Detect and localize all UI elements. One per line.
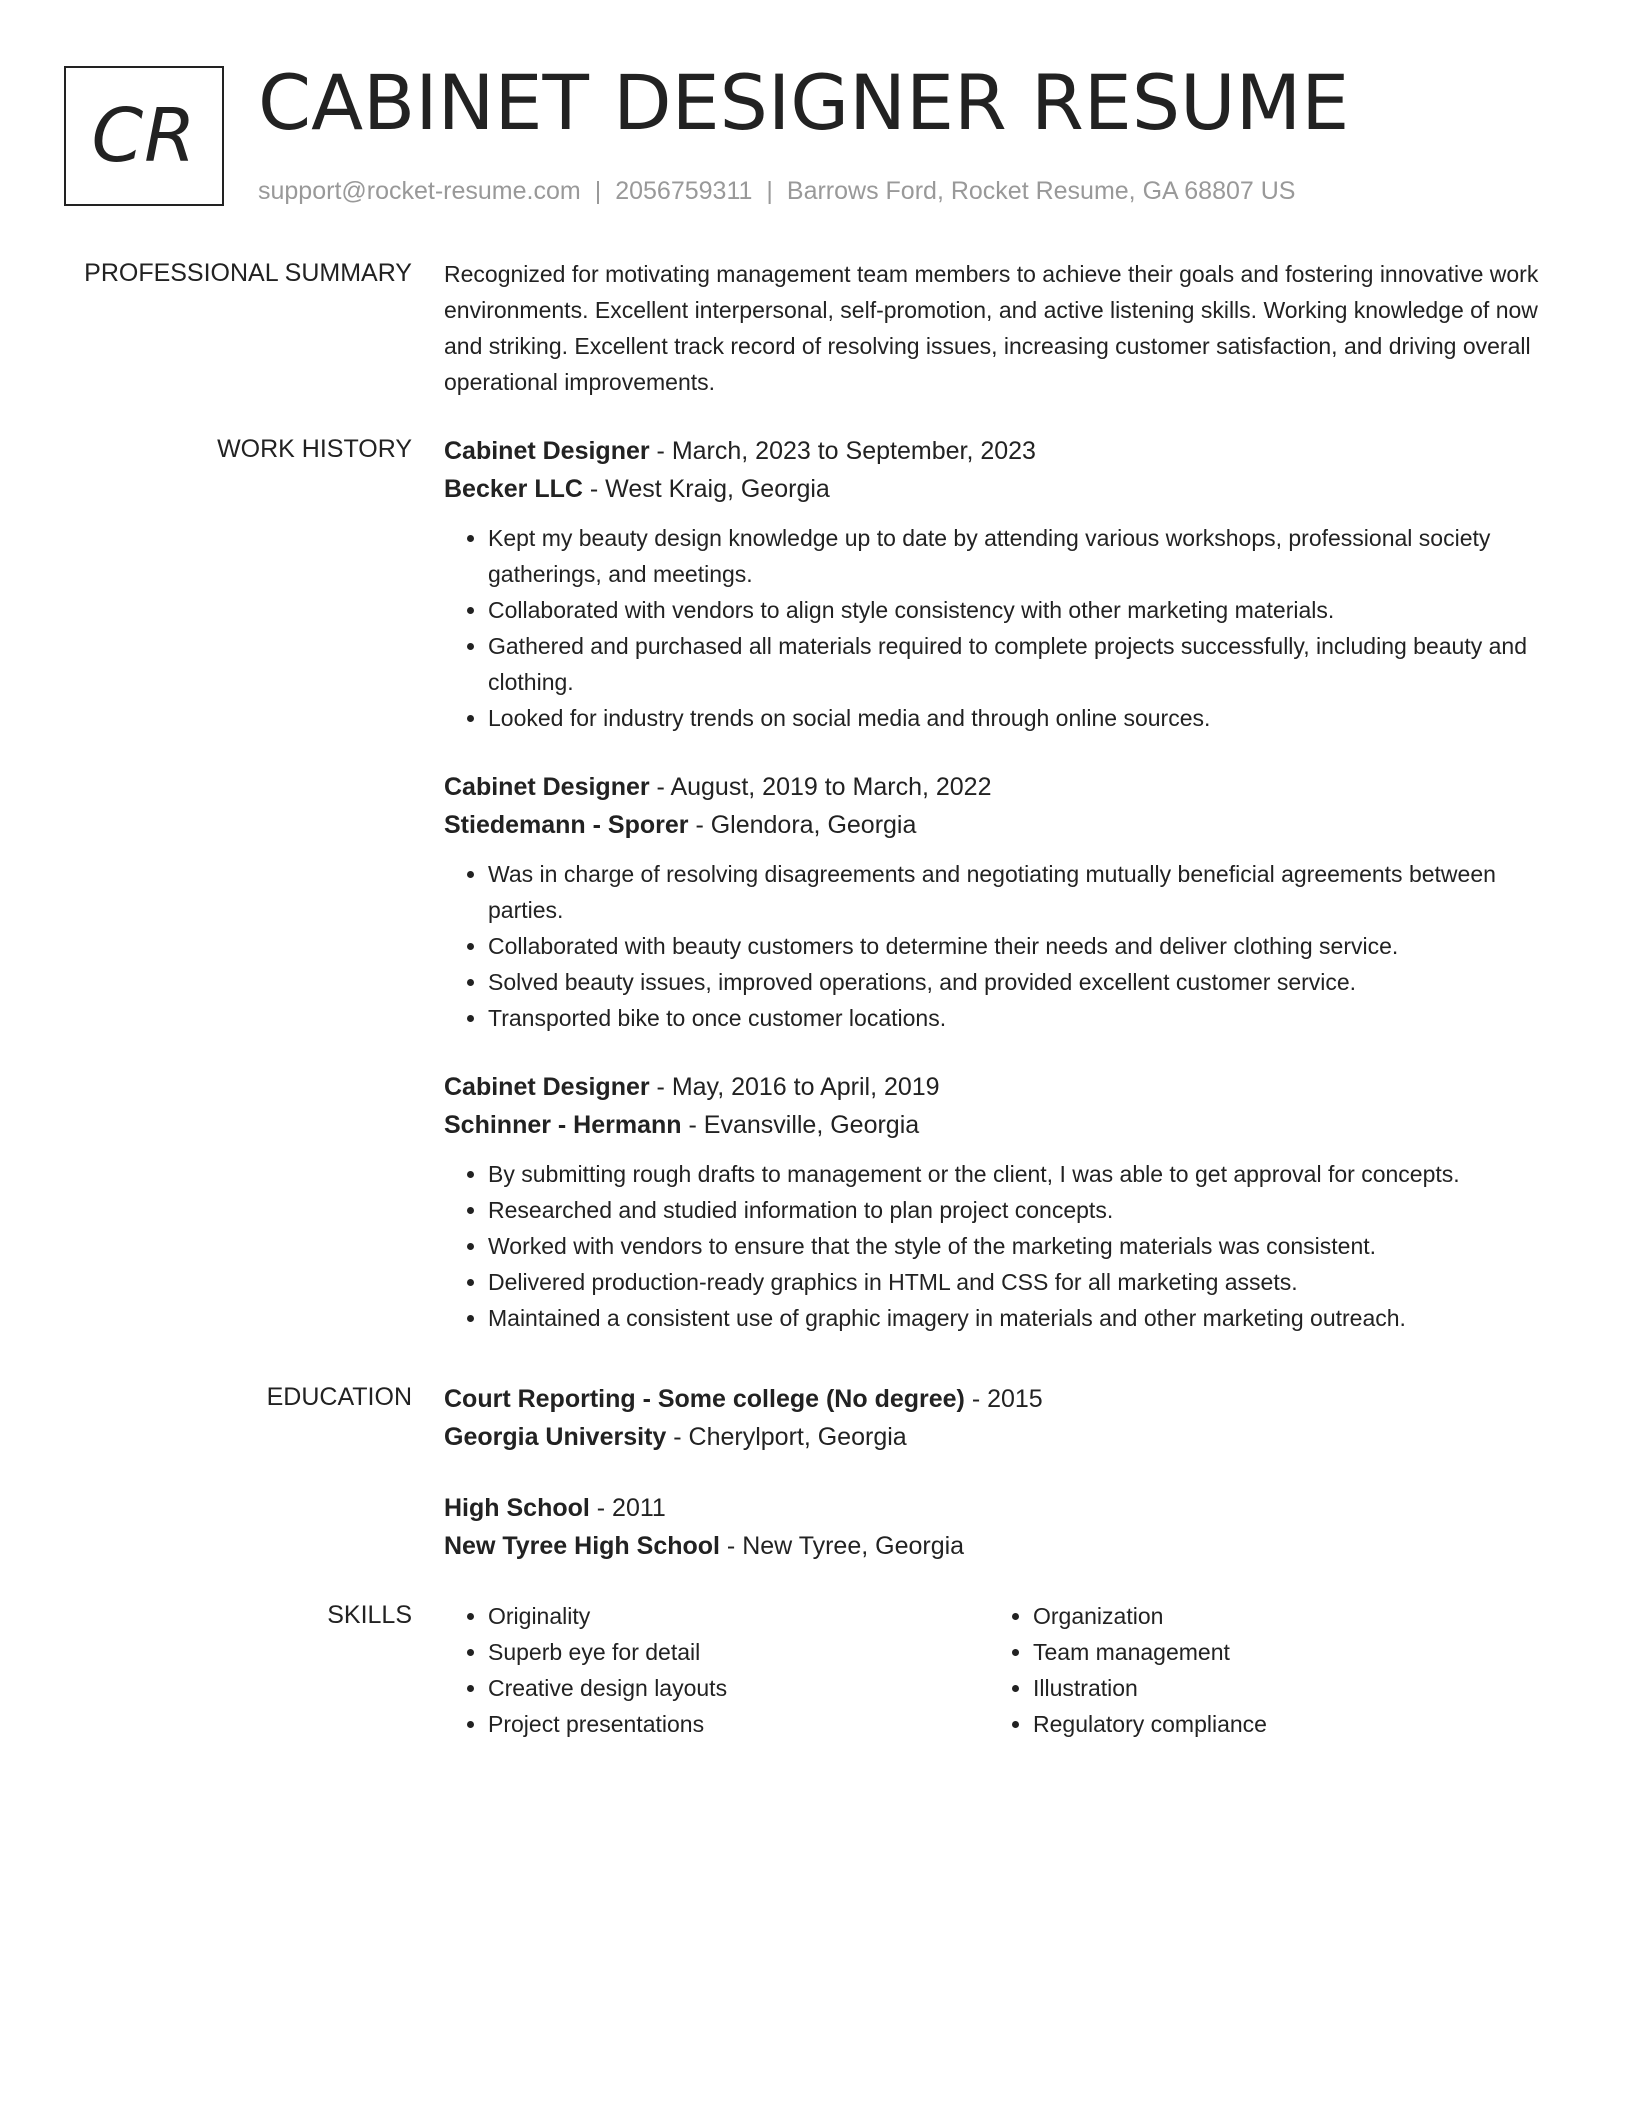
- skills-list: [444, 1598, 989, 1742]
- skills-column-left: [444, 1598, 989, 1742]
- job-entry: [444, 768, 1544, 1036]
- list-item: • Team management: [1033, 1634, 1534, 1670]
- list-item: • Was in charge of resolving disagreements and negotiating mutually beneficial agreements between parties.: [488, 856, 1544, 928]
- list-item: • Collaborated with vendors to align style consistency with other marketing materials.: [488, 592, 1544, 628]
- job-company: Stiedemann - Sporer: [444, 811, 689, 839]
- list-item: • Gathered and purchased all materials required to complete projects successfully, including beauty and clothing.: [488, 628, 1544, 700]
- contact-address: Barrows Ford, Rocket Resume, GA 68807 US: [786, 177, 1296, 205]
- job-company-line: [444, 470, 1544, 508]
- education-body: [444, 1380, 1544, 1598]
- list-item: • Creative design layouts: [488, 1670, 989, 1706]
- job-company: Becker LLC: [444, 475, 583, 503]
- list-item: • Organization: [1033, 1598, 1534, 1634]
- list-item: • Superb eye for detail: [488, 1634, 989, 1670]
- job-title: Cabinet Designer: [444, 1073, 650, 1101]
- list-item: • Maintained a consistent use of graphic imagery in materials and other marketing outreach.: [488, 1300, 1544, 1336]
- job-title-line: [444, 1068, 1544, 1106]
- job-location: - West Kraig, Georgia: [582, 475, 830, 503]
- job-dates: - March, 2023 to September, 2023: [649, 437, 1036, 465]
- job-title: Cabinet Designer: [444, 437, 650, 465]
- list-item: • Regulatory compliance: [1033, 1706, 1534, 1742]
- education-degree: High School: [444, 1494, 590, 1522]
- education-degree-line: [444, 1380, 1544, 1418]
- contact-email: support@rocket-resume.com: [258, 177, 581, 205]
- education-location: - New Tyree, Georgia: [719, 1532, 965, 1560]
- education-school-line: [444, 1527, 1544, 1565]
- job-bullets: [444, 520, 1544, 736]
- education-entry: [444, 1380, 1544, 1456]
- work-history-body: [444, 432, 1544, 1368]
- job-company: Schinner - Hermann: [444, 1111, 682, 1139]
- education-year: - 2015: [964, 1385, 1043, 1413]
- list-item: • Originality: [488, 1598, 989, 1634]
- skills-list: [989, 1598, 1534, 1742]
- list-item: • Worked with vendors to ensure that the style of the marketing materials was consistent.: [488, 1228, 1544, 1264]
- job-company-line: [444, 806, 1544, 844]
- monogram-logo: CR: [64, 66, 224, 206]
- list-item: • By submitting rough drafts to management or the client, I was able to get approval for concepts.: [488, 1156, 1544, 1192]
- job-location: - Evansville, Georgia: [681, 1111, 920, 1139]
- job-entry: [444, 1068, 1544, 1336]
- section-label-skills: SKILLS: [327, 1601, 412, 1629]
- section-label-education: EDUCATION: [266, 1383, 412, 1411]
- contact-separator: |: [766, 177, 773, 205]
- job-bullets: [444, 856, 1544, 1036]
- job-company-line: [444, 1106, 1544, 1144]
- summary-body: [444, 256, 1544, 400]
- job-location: - Glendora, Georgia: [688, 811, 917, 839]
- list-item: • Researched and studied information to plan project concepts.: [488, 1192, 1544, 1228]
- list-item: • Transported bike to once customer locations.: [488, 1000, 1544, 1036]
- education-school: New Tyree High School: [444, 1532, 720, 1560]
- contact-phone: 2056759311: [615, 177, 753, 205]
- list-item: • Solved beauty issues, improved operations, and provided excellent customer service.: [488, 964, 1544, 1000]
- education-entry: [444, 1489, 1544, 1565]
- job-dates: - August, 2019 to March, 2022: [649, 773, 992, 801]
- page-title: CABINET DESIGNER RESUME: [258, 58, 1350, 147]
- skills-body: [444, 1598, 1544, 1742]
- summary-text: Recognized for motivating management team members to achieve their goals and fostering innovative work environments. Excellent interpersonal, self-promotion, and active listening skills. Working knowledge of now and striking. Excellent track record of resolving issues, increasing customer satisfaction, and driving overall operational improvements.: [444, 261, 1539, 395]
- list-item: • Illustration: [1033, 1670, 1534, 1706]
- list-item: • Project presentations: [488, 1706, 989, 1742]
- job-dates: - May, 2016 to April, 2019: [649, 1073, 940, 1101]
- job-entry: [444, 432, 1544, 736]
- education-degree-line: [444, 1489, 1544, 1527]
- job-title-line: [444, 432, 1544, 470]
- job-bullets: [444, 1156, 1544, 1336]
- education-school-line: [444, 1418, 1544, 1456]
- list-item: • Collaborated with beauty customers to determine their needs and deliver clothing service.: [488, 928, 1544, 964]
- contact-separator: |: [594, 177, 602, 205]
- job-title: Cabinet Designer: [444, 773, 650, 801]
- list-item: • Looked for industry trends on social media and through online sources.: [488, 700, 1544, 736]
- job-title-line: [444, 768, 1544, 806]
- education-location: - Cherylport, Georgia: [666, 1423, 907, 1451]
- list-item: • Kept my beauty design knowledge up to date by attending various workshops, professional society gatherings, and meetings.: [488, 520, 1544, 592]
- section-label-summary: PROFESSIONAL SUMMARY: [84, 259, 412, 287]
- skills-column-right: [989, 1598, 1534, 1742]
- education-school: Georgia University: [444, 1423, 667, 1451]
- education-year: - 2011: [589, 1494, 666, 1522]
- section-label-work-history: WORK HISTORY: [217, 435, 412, 463]
- contact-line: [258, 174, 1295, 208]
- list-item: • Delivered production-ready graphics in HTML and CSS for all marketing assets.: [488, 1264, 1544, 1300]
- education-degree: Court Reporting - Some college (No degree): [444, 1385, 965, 1413]
